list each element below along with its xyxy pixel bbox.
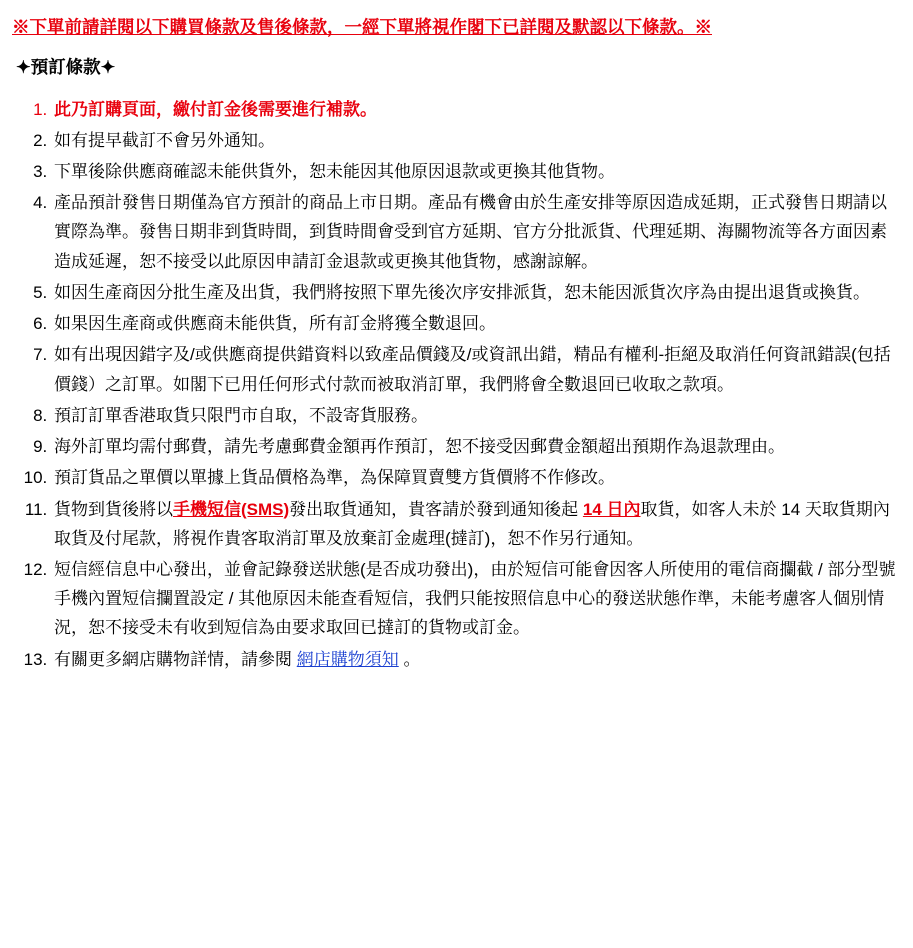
emphasis-text: 手機短信(SMS)	[173, 499, 290, 519]
term-text: 發出取貨通知，貴客請於發到通知後起	[289, 499, 583, 519]
term-item	[52, 401, 901, 430]
term-text: 取貨，如客人未於 14 天取貨期內取貨及付尾款，將視作貴客取消訂單及放棄訂金處理(撻訂)，恕不作另行通知。	[54, 499, 890, 548]
term-item	[52, 278, 901, 307]
notice-banner: ※下單前請詳閱以下購買條款及售後條款，一經下單將視作閣下已詳閱及默認以下條款。※	[12, 17, 712, 37]
term-item	[52, 188, 901, 276]
term-text: 如有提早截訂不會另外通知。	[54, 130, 275, 150]
term-item	[52, 340, 901, 398]
term-text: 有關更多網店購物詳情，請參閱	[54, 649, 297, 669]
term-text: 預訂貨品之單價以單據上貨品價格為準，為保障買賣雙方貨價將不作修改。	[54, 468, 615, 488]
term-text: 下單後除供應商確認未能供貨外，恕未能因其他原因退款或更換其他貨物。	[54, 161, 615, 181]
term-item	[52, 495, 901, 553]
term-item	[52, 645, 901, 674]
term-text: 如因生產商因分批生產及出貨，我們將按照下單先後次序安排派貨，恕未能因派貨次序為由提出退貨或換貨。	[54, 282, 870, 302]
term-text: 產品預計發售日期僅為官方預計的商品上市日期。產品有機會由於生產安排等原因造成延期，正式發售日期請以實際為準。發售日期非到貨時間，到貨時間會受到官方延期、官方分批派貨、代理延期、海關物流等各方面因素造成延遲，恕不接受以此原因申請訂金退款或更換其他貨物，感謝諒解。	[54, 193, 887, 271]
term-text: 。	[398, 649, 421, 669]
terms-list	[12, 95, 901, 674]
term-item	[52, 309, 901, 338]
term-item	[52, 432, 901, 461]
term-text: 如有出現因錯字及/或供應商提供錯資料以致產品價錢及/或資訊出錯，精品有權利-拒絕及取消任何資訊錯誤(包括價錢）之訂單。如閣下已用任何形式付款而被取消訂單，我們將會全數退回已收取之款項。	[54, 345, 891, 394]
term-item	[52, 157, 901, 186]
section-title-preorder-terms: ✦預訂條款✦	[16, 57, 116, 78]
term-item	[52, 555, 901, 643]
emphasis-text: 14 日內	[582, 499, 641, 519]
term-text: 此乃訂購頁面，繳付訂金後需要進行補款。	[54, 99, 377, 119]
term-text: 海外訂單均需付郵費，請先考慮郵費金額再作預訂，恕不接受因郵費金額超出預期作為退款理由。	[54, 437, 785, 457]
term-text: 如果因生產商或供應商未能供貨，所有訂金將獲全數退回。	[54, 314, 496, 334]
term-text: 短信經信息中心發出，並會記錄發送狀態(是否成功發出)，由於短信可能會因客人所使用的電信商攔截 / 部分型號手機內置短信攔置設定 / 其他原因未能查看短信，我們只能按照信息中心的發送狀態作準，未能考慮客人個別情況，恕不接受未有收到短信為由要求取回已撻訂的貨物或訂金。	[54, 560, 896, 638]
term-text: 貨物到貨後將以	[54, 499, 173, 519]
term-item	[52, 95, 901, 124]
term-text: 預訂訂單香港取貨只限門市自取，不設寄貨服務。	[54, 405, 428, 425]
shop-guide-link[interactable]: 網店購物須知	[296, 649, 399, 669]
term-item	[52, 126, 901, 155]
term-item	[52, 463, 901, 492]
